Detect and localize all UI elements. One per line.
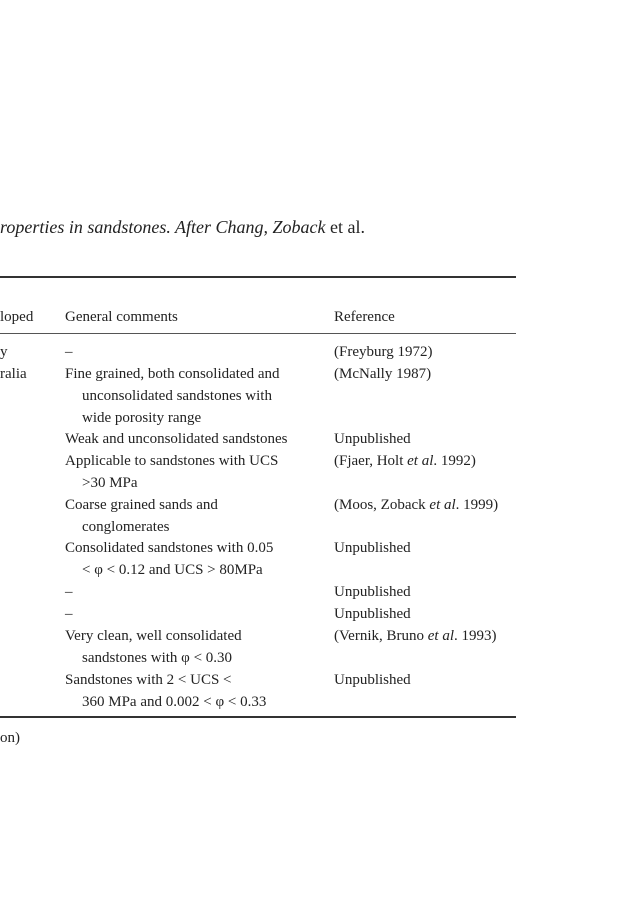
comment-line: – <box>65 344 73 360</box>
row-9-reference <box>334 625 497 647</box>
reference-text: (Vernik, Bruno <box>334 628 428 644</box>
reference-text: (Moos, Zoback <box>334 497 430 513</box>
reference-et-al: et al <box>407 453 434 469</box>
comment-line: Weak and unconsolidated sandstones <box>65 431 288 447</box>
table-footnote: on) <box>0 730 20 746</box>
comment-line: Coarse grained sands and <box>65 497 218 513</box>
comment-line: Applicable to sandstones with UCS <box>65 453 279 469</box>
reference-text: (Fjaer, Holt <box>334 453 408 469</box>
reference-text: Unpublished <box>334 431 411 447</box>
comment-line: Consolidated sandstones with 0.05 <box>65 540 274 556</box>
header-col-reference: Reference <box>334 309 395 325</box>
reference-text: Unpublished <box>334 606 411 622</box>
comment-line: – <box>65 584 73 600</box>
reference-text: (McNally 1987) <box>334 366 432 382</box>
comment-line: Very clean, well consolidated <box>65 628 242 644</box>
row-5-reference <box>334 494 498 516</box>
caption-italic-text: roperties in sandstones. After Chang, Zoback <box>0 217 326 237</box>
row-1-comments <box>65 341 73 363</box>
row-8-reference <box>334 603 411 625</box>
comment-line: >30 MPa <box>82 475 138 491</box>
reference-text: (Freyburg 1972) <box>334 344 433 360</box>
row-3-comments <box>65 428 288 450</box>
row-9-comments <box>65 625 242 669</box>
row-8-comments <box>65 603 73 625</box>
row-1-location: y <box>0 344 8 360</box>
row-3-reference <box>334 428 411 450</box>
row-2-comments <box>65 363 280 429</box>
reference-text: Unpublished <box>334 540 411 556</box>
reference-year: . 1992) <box>433 453 476 469</box>
caption-tail-text: et al. <box>325 217 365 237</box>
comment-line: < φ < 0.12 and UCS > 80MPa <box>82 562 263 578</box>
reference-et-al: et al <box>427 628 454 644</box>
comment-line: unconsolidated sandstones with <box>82 388 272 404</box>
table-caption <box>0 217 365 238</box>
row-10-comments <box>65 669 266 713</box>
row-1-reference <box>334 341 432 363</box>
row-2-location: ralia <box>0 366 27 382</box>
reference-year: . 1999) <box>455 497 499 513</box>
comment-line: 360 MPa and 0.002 < φ < 0.33 <box>82 694 267 710</box>
row-7-reference <box>334 581 411 603</box>
row-5-comments <box>65 494 218 538</box>
header-col-location: loped <box>0 309 34 325</box>
row-10-reference <box>334 669 411 691</box>
comment-line: Fine grained, both consolidated and <box>65 366 280 382</box>
comment-line: conglomerates <box>82 519 170 535</box>
row-4-reference <box>334 450 476 472</box>
reference-et-al: et al <box>429 497 456 513</box>
comment-line: – <box>65 606 73 622</box>
row-6-comments <box>65 537 273 581</box>
comment-line: wide porosity range <box>82 410 202 426</box>
reference-year: . 1993) <box>454 628 497 644</box>
comment-line: sandstones with φ < 0.30 <box>82 650 233 666</box>
table-top-rule <box>0 276 516 278</box>
row-2-reference <box>334 363 431 385</box>
row-4-comments <box>65 450 278 494</box>
reference-text: Unpublished <box>334 672 411 688</box>
row-7-comments <box>65 581 73 603</box>
table-header-rule <box>0 333 516 334</box>
reference-text: Unpublished <box>334 584 411 600</box>
header-col-general-comments: General comments <box>65 309 178 325</box>
table-bottom-rule <box>0 716 516 718</box>
comment-line: Sandstones with 2 < UCS < <box>65 672 232 688</box>
row-6-reference <box>334 537 411 559</box>
